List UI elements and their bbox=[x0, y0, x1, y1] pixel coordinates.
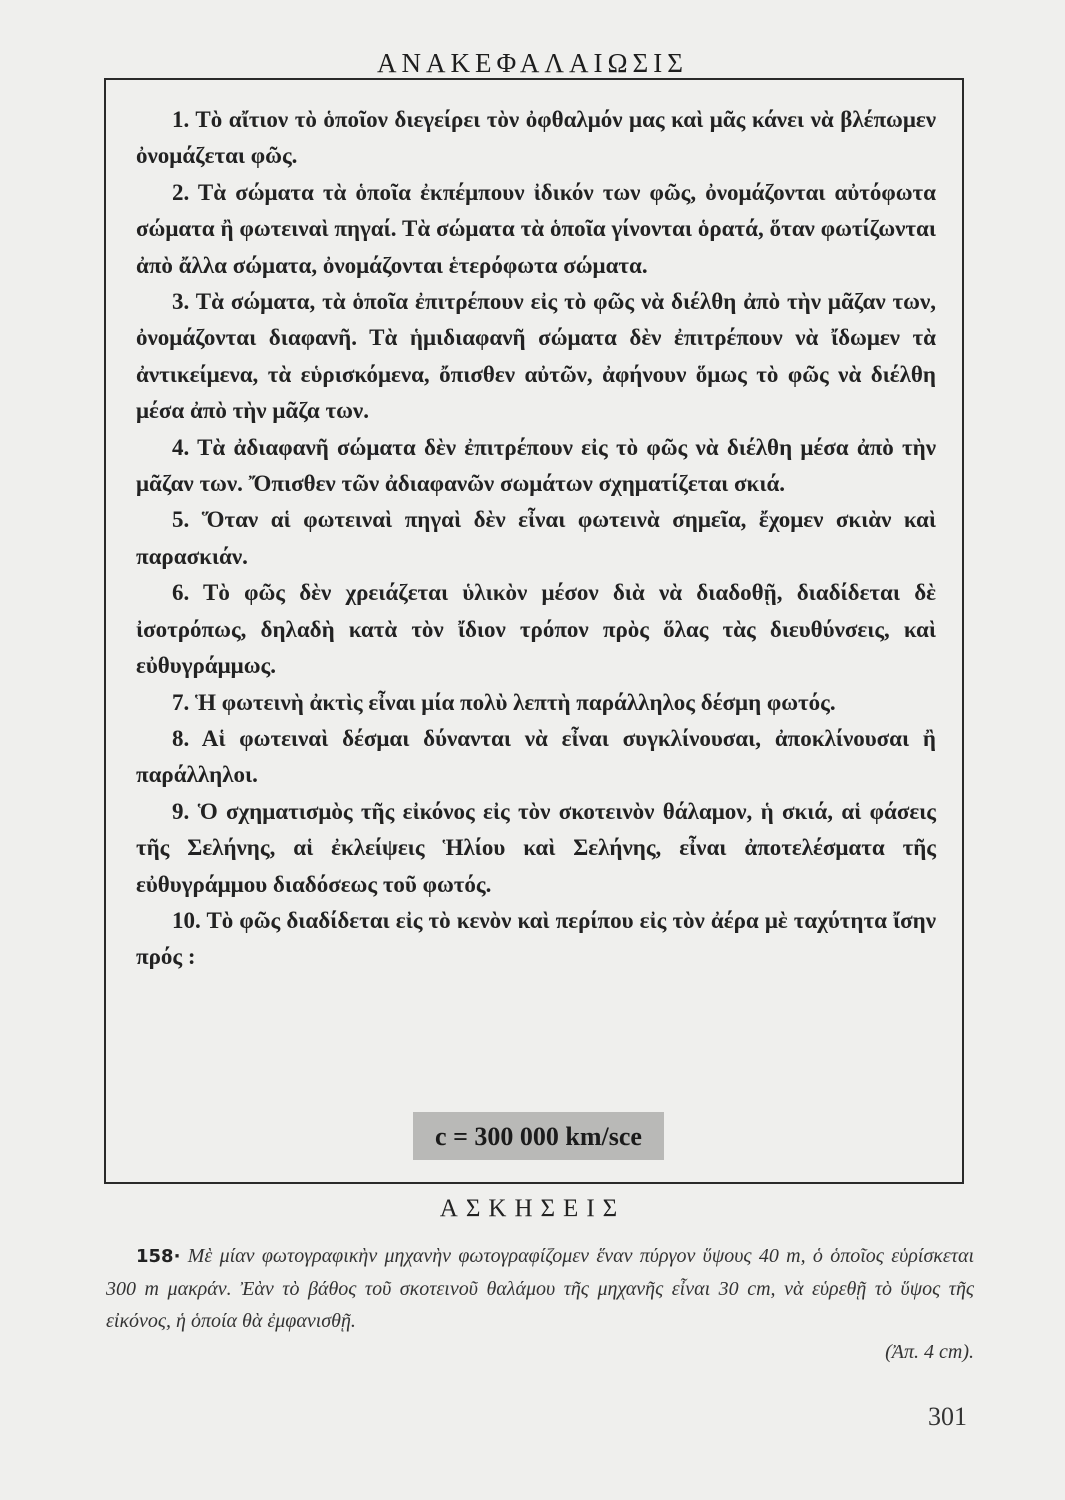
page-number: 301 bbox=[928, 1402, 967, 1431]
exercises-heading: ΑΣΚΗΣΕΙΣ bbox=[439, 1195, 626, 1222]
summary-item: 10. Τὸ φῶς διαδίδεται εἰς τὸ κενὸν καὶ περίπου εἰς τὸν ἀέρα μὲ ταχύτητα ἴσην πρός : bbox=[136, 907, 936, 970]
exercise-158 bbox=[106, 1240, 974, 1368]
summary-list bbox=[136, 102, 936, 976]
summary-item: 7. Ἡ φωτεινὴ ἀκτὶς εἶναι μία πολὺ λεπτὴ παράλληλος δέσμη φωτός. bbox=[172, 689, 836, 715]
exercise-text bbox=[106, 1240, 974, 1337]
summary-item: 1. Τὸ αἴτιον τὸ ὁποῖον διεγείρει τὸν ὀφθαλμόν μας καὶ μᾶς κάνει νὰ βλέπωμεν ὀνομάζεται φῶς. bbox=[136, 107, 936, 169]
formula-row bbox=[0, 1112, 1065, 1160]
summary-item: 3. Τὰ σώματα, τὰ ὁποῖα ἐπιτρέπουν εἰς τὸ φῶς νὰ διέλθη ἀπὸ τὴν μᾶζαν των, ὀνομάζονται διαφανῆ. Τὰ ἡμιδιαφανῆ σώματα δὲν ἐπιτρέπουν νὰ ἴδωμεν τὰ ἀντικείμενα, τὰ εὑρισκόμενα, ὄπισθεν αὐτῶν, ἀφήνουν ὅμως τὸ φῶς νὰ διέλθη μέσα ἀπὸ τὴν μᾶζα των. bbox=[136, 289, 936, 424]
summary-item: 4. Τὰ ἀδιαφανῆ σώματα δὲν ἐπιτρέπουν εἰς τὸ φῶς νὰ διέλθη μέσα ἀπὸ τὴν μᾶζαν των. Ὄπισθεν τῶν ἀδιαφανῶν σωμάτων σχηματίζεται σκιά. bbox=[136, 434, 936, 497]
summary-heading: ΑΝΑΚΕΦΑΛΑΙΩΣΙΣ bbox=[0, 48, 1065, 79]
summary-item: 6. Τὸ φῶς δὲν χρειάζεται ὑλικὸν μέσον διὰ νὰ διαδοθῇ, διαδίδεται δὲ ἰσοτρόπως, δηλαδὴ κατὰ τὸν ἴδιον τρόπον πρὸς ὅλας τὰς διευθύνσεις, καὶ εὐθυγράμμως. bbox=[136, 580, 936, 679]
summary-item: 5. Ὅταν αἱ φωτειναὶ πηγαὶ δὲν εἶναι φωτεινὰ σημεῖα, ἔχομεν σκιὰν καὶ παρασκιάν. bbox=[136, 507, 936, 569]
speed-of-light-formula: c = 300 000 km/sce bbox=[413, 1112, 664, 1160]
summary-item: 2. Τὰ σώματα τὰ ὁποῖα ἐκπέμπουν ἰδικόν των φῶς, ὀνομάζονται αὐτόφωτα σώματα ἢ φωτειναὶ πηγαί. Τὰ σώματα τὰ ὁποῖα γίνονται ὁρατά, ὅταν φωτίζωνται ἀπὸ ἄλλα σώματα, ὀνομάζονται ἑτερόφωτα σώματα. bbox=[136, 179, 936, 278]
exercise-answer: (Ἀπ. 4 cm). bbox=[885, 1341, 974, 1363]
exercise-number: 158· bbox=[136, 1246, 181, 1267]
summary-item: 9. Ὁ σχηματισμὸς τῆς εἰκόνος εἰς τὸν σκοτεινὸν θάλαμον, ἡ σκιά, αἱ φάσεις τῆς Σελήνης, αἱ ἐκλείψεις Ἡλίου καὶ Σελήνης, εἶναι ἀποτελέσματα τῆς εὐθυγράμμου διαδόσεως τοῦ φωτός. bbox=[136, 798, 936, 897]
exercise-body: Μὲ μίαν φωτογραφικὴν μηχανὴν φωτογραφίζομεν ἕναν πύργον ὕψους 40 m, ὁ ὁποῖος εὑρίσκεται 300 m μακράν. Ἐὰν τὸ βάθος τοῦ σκοτεινοῦ θαλάμου τῆς μηχανῆς εἶναι 30 cm, νὰ εὑρεθῇ τὸ ὕψος τῆς εἰκόνος, ἡ ὁποία θὰ ἐμφανισθῇ. bbox=[106, 1245, 974, 1332]
summary-item: 8. Αἱ φωτειναὶ δέσμαι δύνανται νὰ εἶναι συγκλίνουσαι, ἀποκλίνουσαι ἢ παράλληλοι. bbox=[136, 725, 936, 788]
